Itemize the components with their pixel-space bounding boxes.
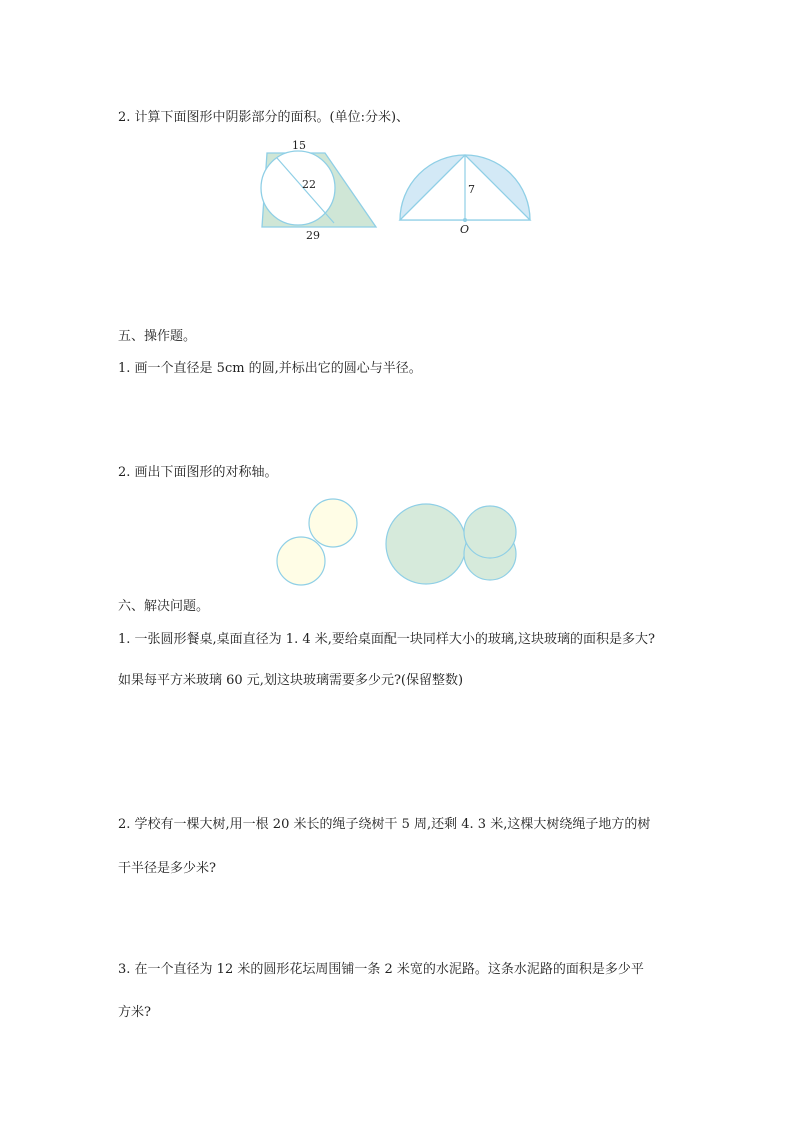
label-center-o: O <box>460 223 470 236</box>
figure-trapezoid-circle <box>255 135 385 245</box>
question-6-2-line1: 2. 学校有一棵大树,用一根 20 米长的绳子绕树干 5 周,还剩 4. 3 米,这棵大树绕绳子地方的树 <box>118 817 651 832</box>
figure-semicircle-triangle <box>395 145 535 240</box>
question-6-1-line1: 1. 一张圆形餐桌,桌面直径为 1. 4 米,要给桌面配一块同样大小的玻璃,这块玻璃的面积是多大? <box>118 632 655 647</box>
label-bottom-29: 29 <box>306 229 320 242</box>
green-circle-large <box>386 504 466 584</box>
question-5-2: 2. 画出下面图形的对称轴。 <box>118 465 278 480</box>
yellow-circle-bottom <box>277 537 325 585</box>
figure-symmetry-circles <box>270 492 525 592</box>
question-6-2-line2: 干半径是多少米? <box>118 861 216 876</box>
label-height-7: 7 <box>468 183 475 196</box>
label-top-15: 15 <box>292 139 306 152</box>
label-diagonal-22: 22 <box>302 178 316 191</box>
question-6-3-line1: 3. 在一个直径为 12 米的圆形花坛周围铺一条 2 米宽的水泥路。这条水泥路的面积是多少平 <box>118 962 644 977</box>
question-6-1-line2: 如果每平方米玻璃 60 元,划这块玻璃需要多少元?(保留整数) <box>118 673 464 688</box>
green-circle-small-top <box>464 506 516 558</box>
section-6-title: 六、解决问题。 <box>118 599 210 614</box>
yellow-circle-top <box>309 499 357 547</box>
question-6-3-line2: 方米? <box>118 1005 151 1020</box>
inscribed-circle <box>261 151 335 225</box>
question-4-2: 2. 计算下面图形中阴影部分的面积。(单位:分米)、 <box>118 110 410 125</box>
center-point <box>463 218 467 222</box>
section-5-title: 五、操作题。 <box>118 329 197 344</box>
question-5-1: 1. 画一个直径是 5cm 的圆,并标出它的圆心与半径。 <box>118 361 422 376</box>
